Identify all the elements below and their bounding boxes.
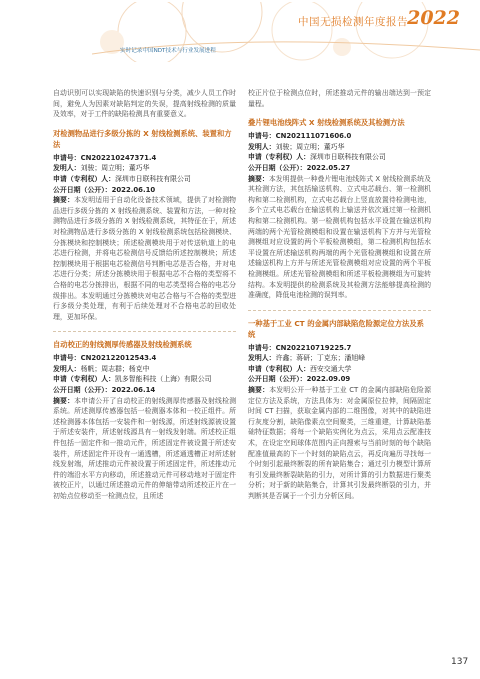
left-column [53,88,236,502]
inventors-label: 发明人： [53,164,81,173]
pub-date-label: 公开日期（公开）： [248,375,307,384]
inventors-value: 刘骏；周立明；董巧华 [275,142,345,151]
pub-date-value: 2022.09.09 [306,375,351,384]
applicant-label: 申请（专利权）人： [53,174,116,183]
abstract-text: 本申请公开了自动校正的射线测厚传感器及射线检测系统。所述测厚传感器包括一检测器本体和一校正组件。所述检测器本体包括一安装件和一射线源，所述射线源被设置于所述安装件，所述射线源具有一射线发射端。所述校正组件包括一固定件和一推动元件，所述固定件被设置于所述安装件，所述固定件开设有一通透槽，所述通透槽正对所述射线发射端，所述推动元件被设置于所述固定件，所述推动元件的端沿水平方向移动，所述推动元件可移动地对于固定件被校正片，以通过所述推动元件的伸缩带动所述校正片在一初始点位移动至一检测点位，且所述 [53,396,237,500]
inventors-value: 杨帆；周志群；杨克中 [80,364,150,373]
patent-entry-4 [248,318,431,502]
app-no-label: 申请号： [53,153,81,162]
applicant-value: 凯多智能科技（上海）有限公司 [115,375,212,384]
inventors-label: 发明人： [53,364,81,373]
pub-date-value: 2022.06.14 [111,386,156,395]
app-no-value: CN202210719225.7 [275,343,352,352]
pub-date-label: 公开日期（公开）： [53,386,112,395]
applicant-label: 申请（专利权）人： [53,375,116,384]
section-divider [53,331,236,332]
app-no-value: CN202122012543.4 [80,354,157,363]
inventors-label: 发明人： [248,142,276,151]
applicant-label: 申请（专利权）人： [248,364,311,373]
inventors-value: 许鑫；蒋研；丁克东；潘旭峰 [275,354,366,363]
report-title: 中国无损检测年度报告 [298,16,408,28]
page-header [0,0,480,62]
patent-title: 对检测物品进行多级分拣的 X 射线检测系统、装置和方法 [53,128,232,149]
applicant-value: 深圳市日联科技有限公司 [115,174,191,183]
inventors-label: 发明人： [248,354,276,363]
abstract-text: 本发明提供一种叠片锂电池线阵式 X 射线检测系统及其检测方法，其包括输送机构、立式电芯载台、第一检测机构和第二检测机构，立式电芯载台上竖直放置待检测电池，多个立式电芯载台在输送机构上输送并依次通过第一检测机构和第二检测机构。第一检测机构包括水平设置在输送机构两端的两个光管检测模组和设置在输送机构下方并与光管检测模组对应设置的两个平板检测模组，第二检测机构包括水平设置在所述输送机构两端的两个光管检测模组和设置在所述输送机构上方并与所述光管检测模组对应设置的两个平板检测模组。所述光管检测模组和所述平板检测模组为可旋转结构。本发明提供的检测系统及其检测方法能够提高检测的准确度，降低电池检测的误判率。 [248,174,431,300]
app-no-value: CN202111071606.0 [275,132,352,141]
abstract-text: 本发明公开一种基于工业 CT 的金属内部缺陷危险源定位方法及系统，方法具体为：对金属原位拉伸，间隔固定时间 CT 扫描，获取金属内部的二维图像，对其中的缺陷进行灰度分割，缺陷像素点空间聚类，三维重建，计算缺陷基础特征数据；将每一个缺陷实例化为点云，采用点云配准技术，在设定空间球体范围内正向搜索与当前时刻的每个缺陷配准值最高的下一个时刻的缺陷点云，再反向遍历寻找每一个时刻引起最终断裂的所有缺陷集合；通过引力模型计算所有引发最终断裂缺陷的引力，对所计算的引力数据进行聚类分析；对于新的缺陷集合，计算其引发最终断裂的引力，并判断其是否属于一个引力分析区间。 [248,386,432,500]
abstract-text: 本发明适用于自动化设备技术领域，提供了对检测物品进行多级分拣的 X 射线检测系统、装置和方法，一种对检测物品进行多级分拣的 X 射线检测系统，其特征在于，所述对检测物品进行多级分拣的 X 射线检测系统包括检测模块、分拣模块和控制模块；所述检测模块用于对传送轨道上的电芯进行检测，并将电芯检测信号反馈给所述控制模块；所述控制模块用于根据电芯检测信号判断电芯是否合格，并对电芯进行分类；所述分拣模块用于根据电芯不合格的类型将不合格的电芯分拣排出，根据不同的电芯类型将合格的电芯分级排出。本发明通过分拣模块对电芯合格与不合格的类型进行多级分类处理，有利于后续处理对不合格电芯的回收处理，更加环保。 [53,196,237,321]
app-no-value: CN202210247371.4 [80,153,157,162]
continuation-paragraph: 校正片位于检测点位时，所述推动元件的输出端达到一预定量程。 [248,89,431,108]
patent-entry-2 [53,339,236,501]
pub-date-label: 公开日期（公开）： [248,163,307,172]
right-column [248,88,431,502]
app-no-label: 申请号： [53,354,81,363]
applicant-value: 西安交通大学 [310,364,352,373]
page-number: 137 [451,657,469,667]
applicant-value: 深圳市日联科技有限公司 [310,153,386,162]
patent-entry-1 [53,128,236,323]
abstract-label: 摘要： [53,396,75,405]
app-no-label: 申请号： [248,343,276,352]
app-no-label: 申请号： [248,132,276,141]
abstract-label: 摘要： [248,174,269,183]
patent-title: 叠片锂电池线阵式 X 射线检测系统及其检测方法 [248,118,405,128]
pub-date-label: 公开日期（公开）： [53,185,112,194]
applicant-label: 申请（专利权）人： [248,153,311,162]
report-subtitle: 实时记录中国NDT技术与行业发展进程 [120,48,216,54]
patent-title: 自动校正的射线测厚传感器及射线检测系统 [53,340,192,350]
section-divider [248,310,431,311]
intro-paragraph: 自动识别可以实现缺陷的快速识别与分类，减少人员工作时间，避免人为因素对缺陷判定的失误，提高射线检测的质量及效率，对于工件的缺陷检测具有重要意义。 [53,89,236,119]
pub-date-value: 2022.06.10 [111,185,156,194]
pub-date-value: 2022.05.27 [306,163,351,172]
patent-title: 一种基于工业 CT 的金属内部缺陷危险源定位方法及系统 [248,318,424,339]
abstract-label: 摘要： [53,196,75,205]
abstract-label: 摘要： [248,386,270,395]
report-year: 2022 [407,7,460,29]
patent-entry-3 [248,117,431,301]
inventors-value: 刘骏；周立明；董巧华 [80,164,150,173]
